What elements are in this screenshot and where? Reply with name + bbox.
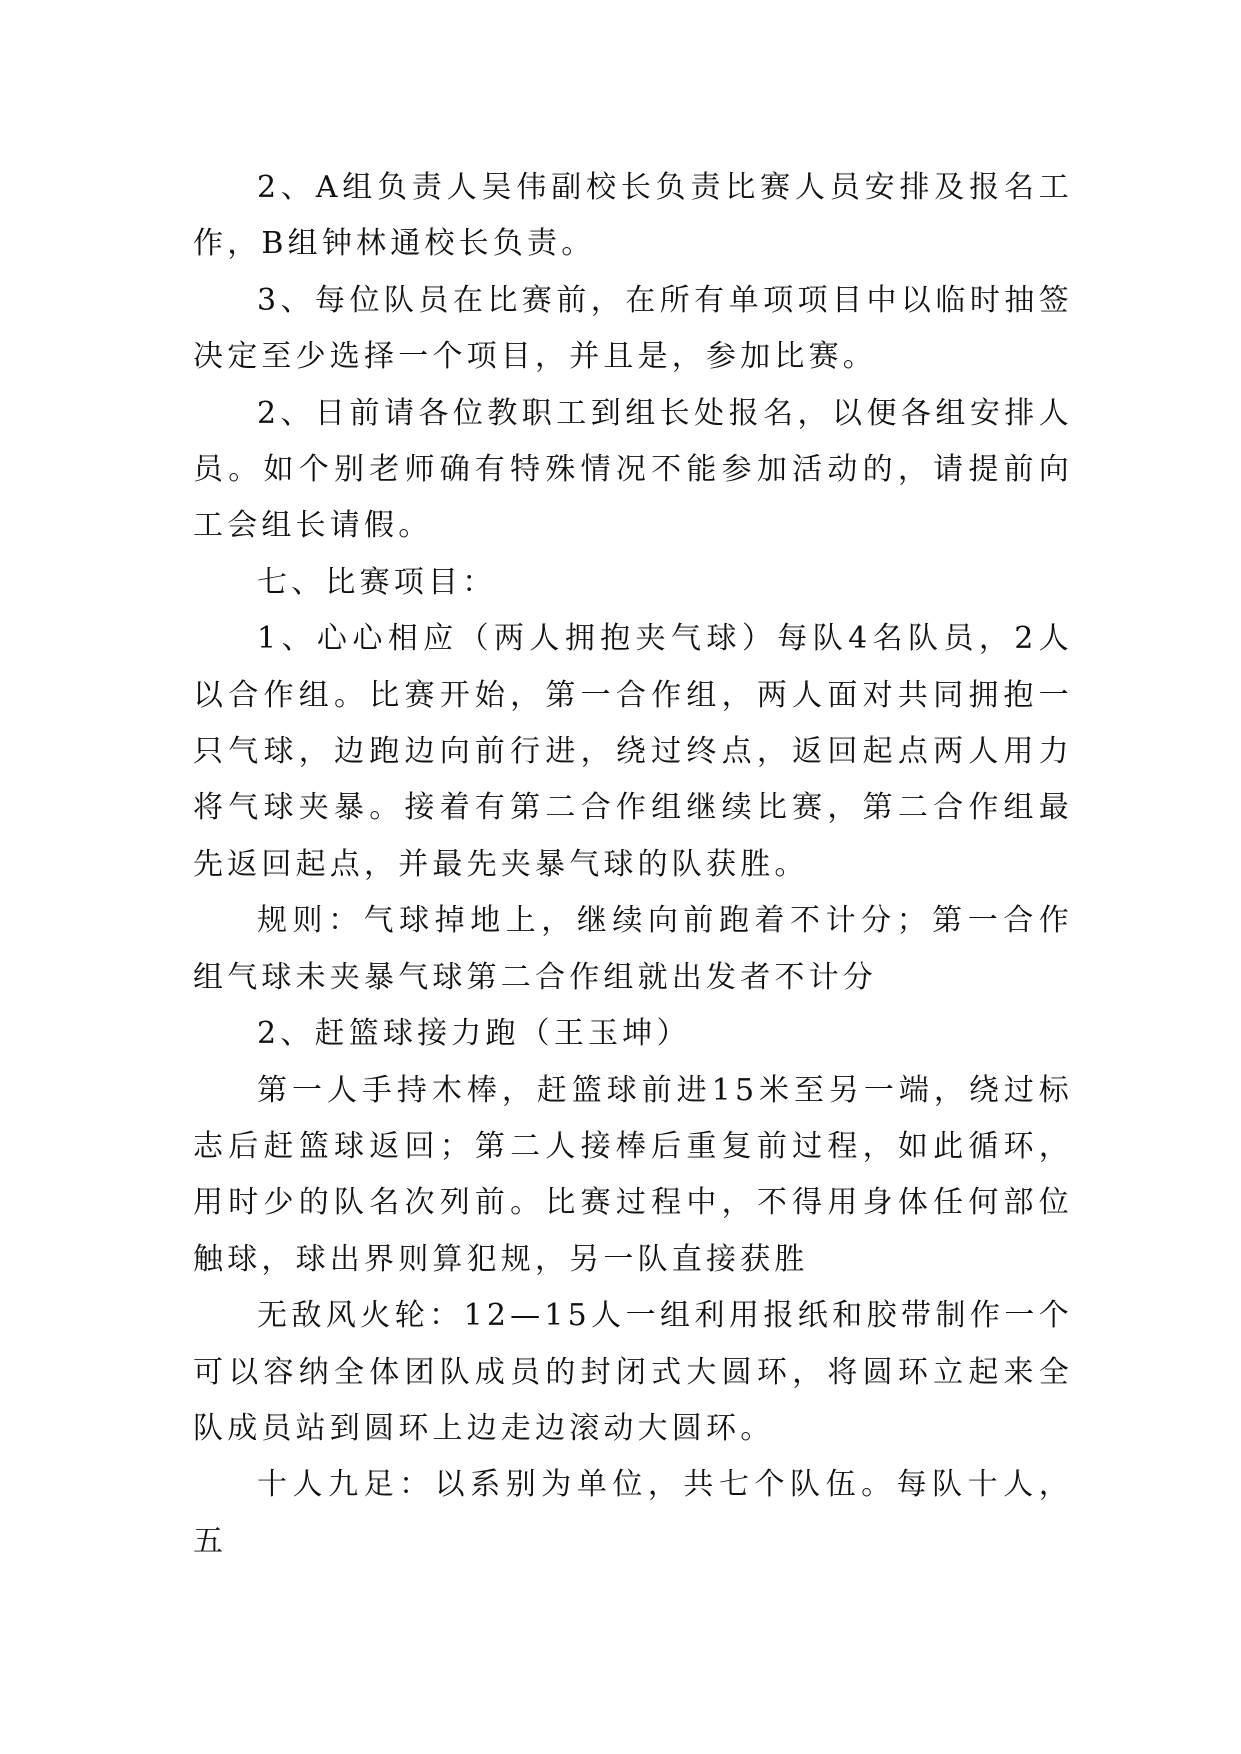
paragraph-balloon-rules: 规则：气球掉地上，继续向前跑着不计分；第一合作组气球未夹暴气球第二合作组就出发者不计分 [193,903,1073,995]
paragraph-event-selection: 3、每位队员在比赛前，在所有单项项目中以临时抽签决定至少选择一个项目，并且是，参加比赛。 [193,282,1073,375]
paragraph-group-a-b-responsibility: 2、A组负责人吴伟副校长负责比赛人员安排及报名工作，B组钟林通校长负责。 [193,170,1073,262]
paragraph-event-basketball-title: 2、赶篮球接力跑（王玉坤） [257,1016,691,1052]
section-heading-events: 七、比赛项目： [257,564,497,600]
paragraph-event-basketball-desc: 第一人手持木棒，赶篮球前进15米至另一端，绕过标志后赶篮球返回；第二人接棒后重复前过程，如此循环，用时少的队名次列前。比赛过程中，不得用身体任何部位触球，球出界则算犯规，另一队直接获胜 [193,1072,1073,1277]
paragraph-event-balloon: 1、心心相应（两人拥抱夹气球）每队4名队员，2人以合作组。比赛开始，第一合作组，两人面对共同拥抱一只气球，边跑边向前行进，绕过终点，返回起点两人用力将气球夹暴。接着有第二合作组继续比赛，第二合作组最先返回起点，并最先夹暴气球的队获胜。 [193,621,1073,882]
paragraph-registration: 2、日前请各位教职工到组长处报名，以便各组安排人员。如个别老师确有特殊情况不能参加活动的，请提前向工会组长请假。 [193,395,1073,544]
paragraph-event-fire-wheel: 无敌风火轮：12—15人一组利用报纸和胶带制作一个可以容纳全体团队成员的封闭式大圆环，将圆环立起来全队成员站到圆环上边走边滚动大圆环。 [193,1298,1073,1446]
document-body [193,160,1073,1570]
paragraph-event-ten-people-nine-legs: 十人九足：以系别为单位，共七个队伍。每队十人，五 [193,1467,1073,1559]
